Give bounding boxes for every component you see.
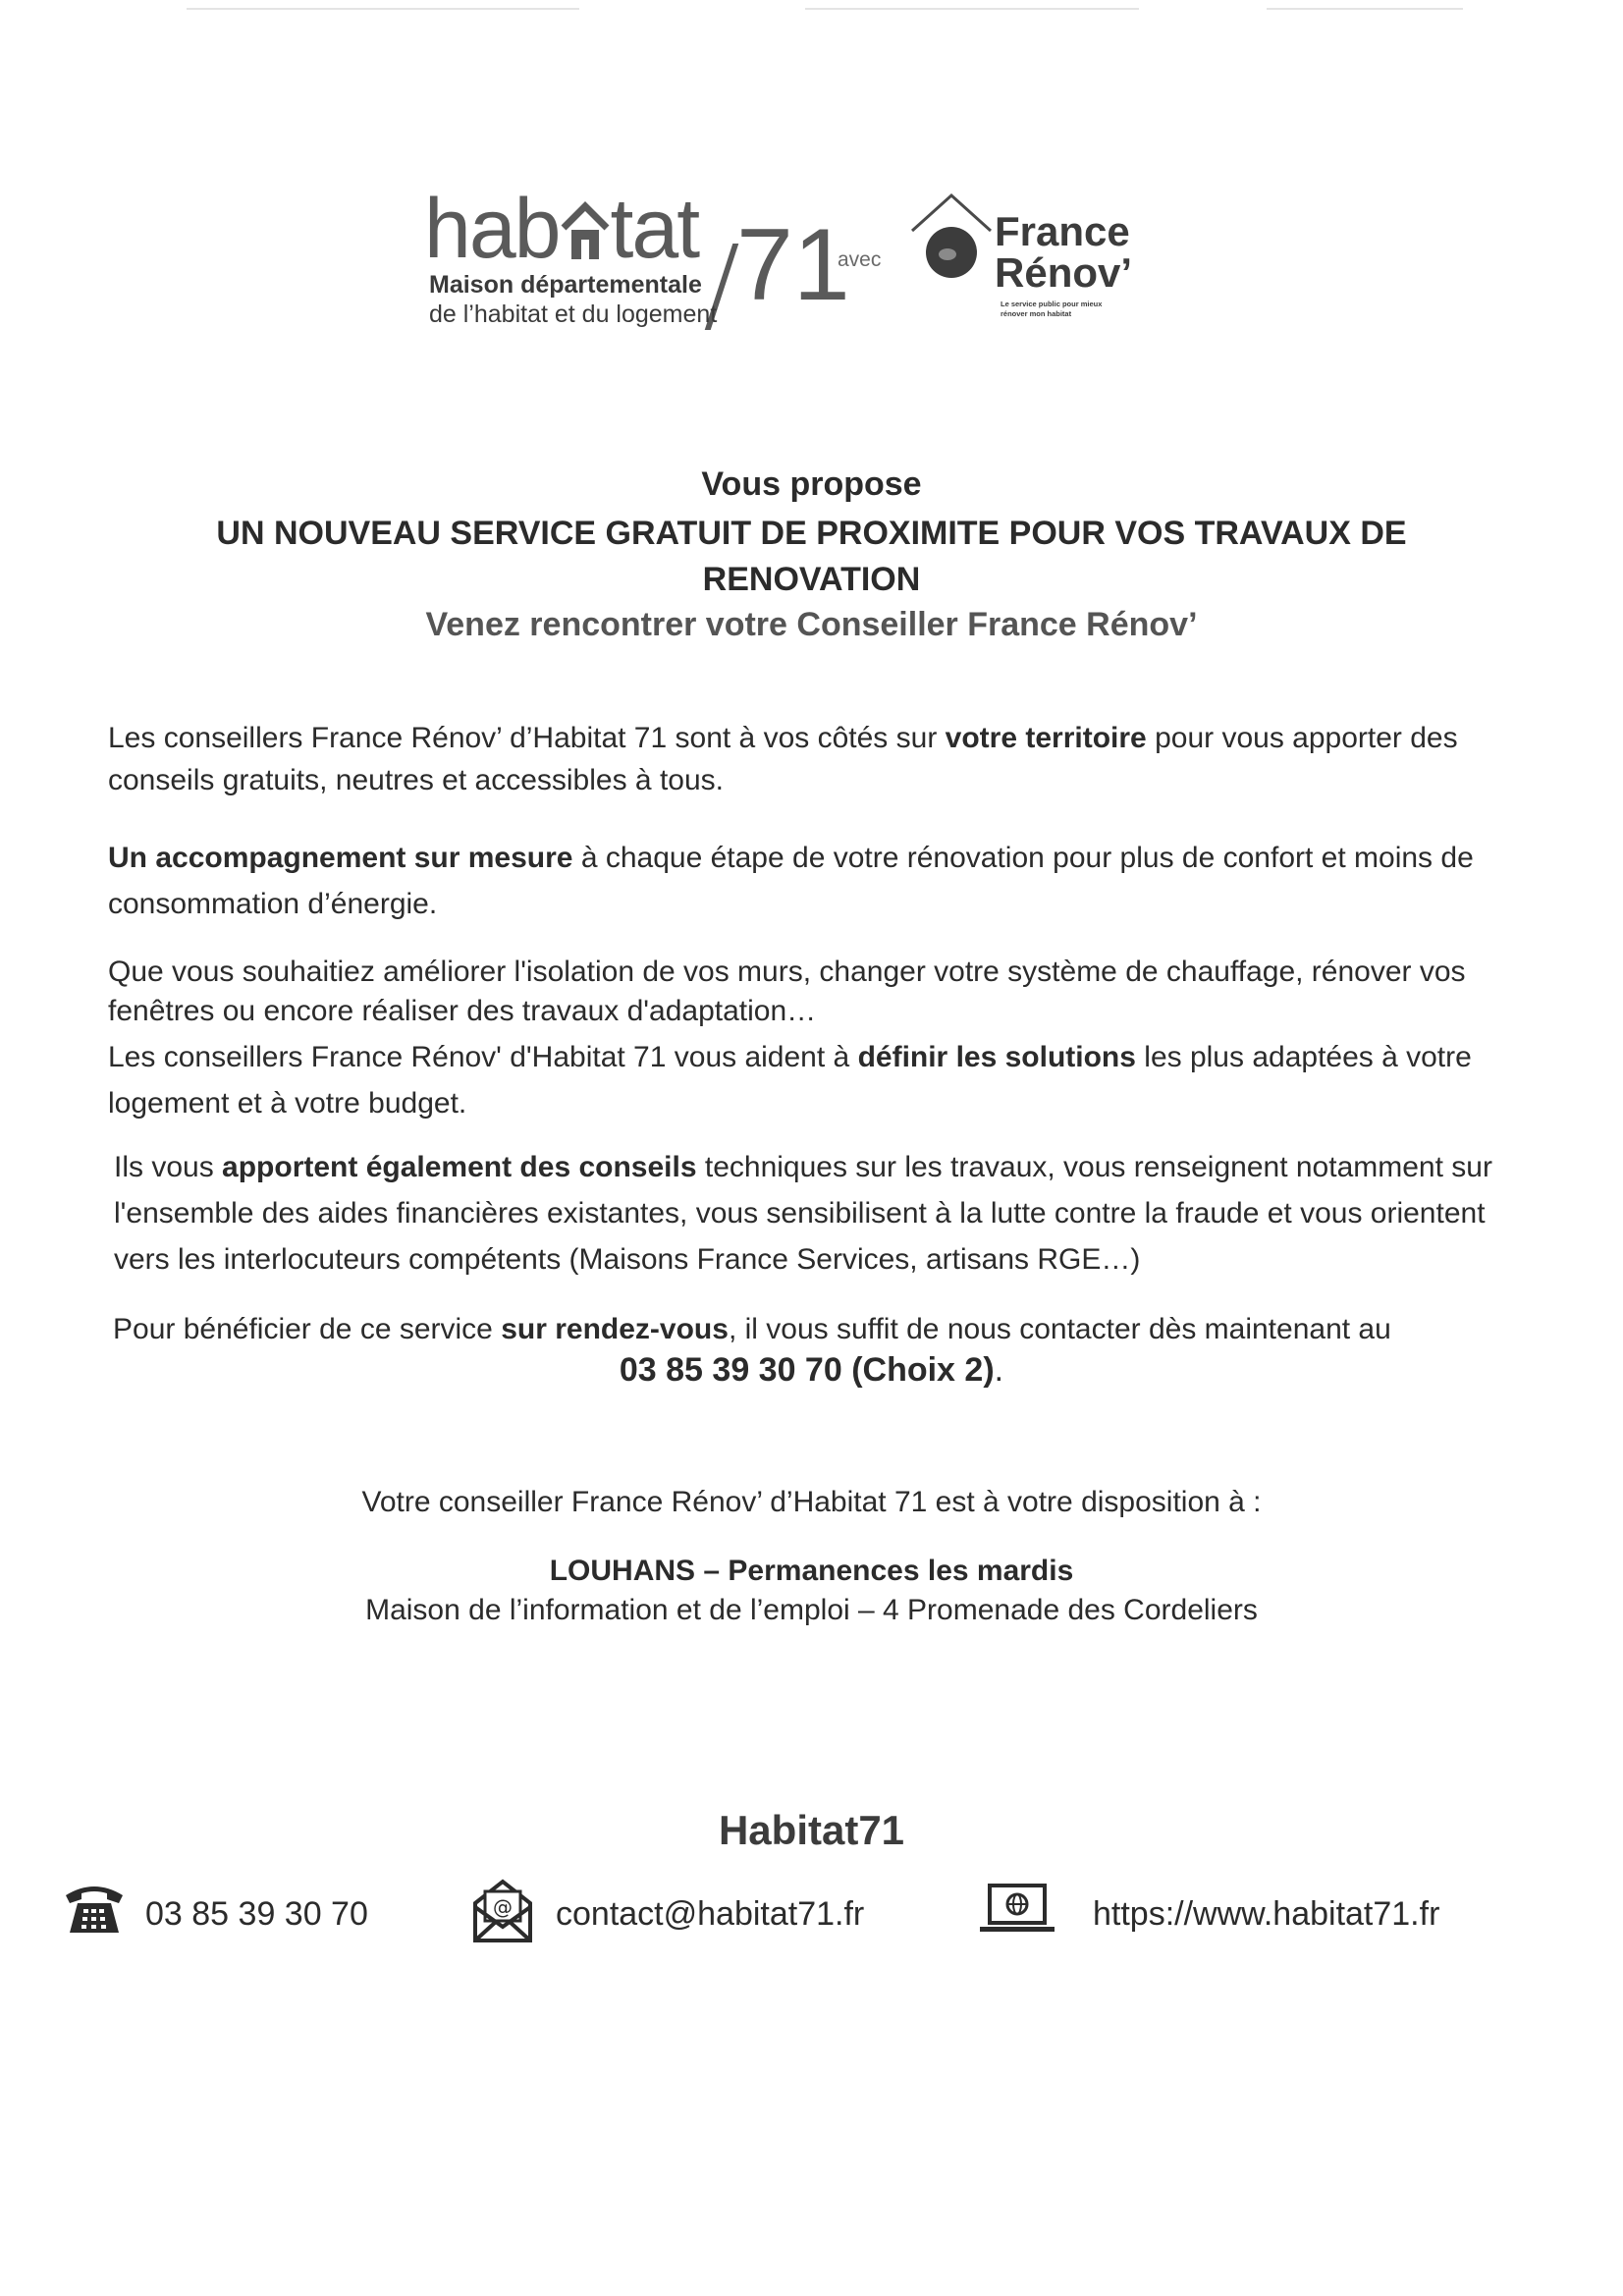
- paragraph-accompaniment: Un accompagnement sur mesure à chaque étape de votre rénovation pour plus de confort et moins de consommation d’énergie.: [108, 842, 1474, 920]
- habitat-number: 71: [736, 208, 850, 322]
- laptop-icon: [978, 1878, 1056, 1937]
- scan-line: [805, 8, 1139, 10]
- house-roof-icon: [560, 198, 611, 261]
- habitat71-logo: [424, 182, 850, 334]
- paragraph-works: Que vous souhaitiez améliorer l'isolation de vos murs, changer votre système de chauffage, rénover vos fenêtres ou encore réaliser des travaux d'adaptation…: [108, 956, 1466, 1027]
- contact-phone-text: 03 85 39 30 70: [145, 1895, 368, 1933]
- paragraph-advice: Ils vous apportent également des conseils techniques sur les travaux, vous renseignent notamment sur l'ensemble des aides financières existantes, vous sensibilisent à la lutte contre la fraude et vous orientent vers les interlocuteurs compétents (Maisons France Services, artisans RGE…): [114, 1151, 1492, 1276]
- location-title: LOUHANS – Permanences les mardis: [549, 1555, 1074, 1587]
- appointment-phone: 03 85 39 30 70 (Choix 2).: [619, 1351, 1004, 1389]
- scan-line: [1267, 8, 1463, 10]
- paragraph-solutions: Les conseillers France Rénov' d'Habitat 71 vous aident à définir les solutions les plus adaptées à votre logement et à votre budget.: [108, 1041, 1472, 1120]
- paragraph-appointment: Pour bénéficier de ce service sur rendez-vous, il vous suffit de nous contacter dès maintenant au: [113, 1313, 1391, 1345]
- contact-website-text: https://www.habitat71.fr: [1093, 1895, 1440, 1933]
- habitat-line2: de l’habitat et du logement: [429, 301, 718, 328]
- location-address: Maison de l’information et de l’emploi – 4 Promenade des Cordeliers: [365, 1594, 1258, 1626]
- footer-brand: Habitat71: [718, 1807, 905, 1853]
- renov-tagline: Le service public pour mieux rénover mon habitat: [1001, 300, 1103, 318]
- scan-line: [187, 8, 579, 10]
- avec-label: avec: [838, 248, 882, 271]
- habitat-wordmark: hab tat: [424, 182, 699, 276]
- contact-email-text: contact@habitat71.fr: [556, 1895, 865, 1933]
- paragraph-intro: Les conseillers France Rénov’ d’Habitat 71 sont à vos côtés sur votre territoire pour vous apporter des conseils gratuits, neutres et accessibles à tous.: [108, 722, 1458, 796]
- france-renov-mark-icon: [908, 191, 997, 280]
- heading-title: UN NOUVEAU SERVICE GRATUIT DE PROXIMITE POUR VOS TRAVAUX DE RENOVATION: [216, 515, 1407, 598]
- envelope-icon: [471, 1878, 534, 1944]
- heading-propose: Vous propose: [701, 465, 922, 503]
- france-renov-logo: [908, 191, 1183, 339]
- svg-text:@: @: [493, 1895, 513, 1919]
- availability-intro: Votre conseiller France Rénov’ d’Habitat 71 est à votre disposition à :: [361, 1486, 1262, 1518]
- phone-icon: [62, 1878, 127, 1937]
- renov-line2: Rénov’: [995, 249, 1133, 296]
- heading-subtitle: Venez rencontrer votre Conseiller France Rénov’: [425, 606, 1198, 643]
- renov-line1: France: [995, 208, 1130, 254]
- habitat-line1: Maison départementale: [429, 271, 702, 299]
